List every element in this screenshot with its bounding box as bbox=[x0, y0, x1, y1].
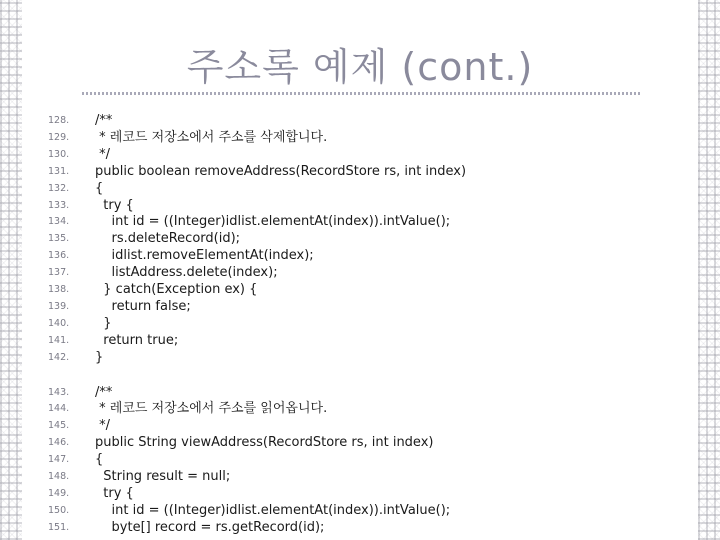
right-pattern-band bbox=[698, 0, 720, 540]
line-number: 147. bbox=[48, 454, 70, 466]
line-number: 143. bbox=[48, 386, 70, 398]
code-line: String result = null; bbox=[95, 469, 231, 484]
code-line: return false; bbox=[95, 298, 191, 314]
line-number: 140. bbox=[48, 317, 70, 329]
code-line: try { bbox=[95, 485, 134, 501]
code-line: * 레코드 저장소에서 주소를 삭제합니다. bbox=[95, 129, 328, 145]
line-number: 133. bbox=[48, 199, 70, 211]
code-line: * 레코드 저장소에서 주소를 읽어옵니다. bbox=[95, 401, 328, 417]
line-number: 137. bbox=[48, 267, 70, 279]
code-line: /** bbox=[95, 384, 113, 400]
code-line: } bbox=[95, 349, 104, 365]
code-line: rs.deleteRecord(id); bbox=[95, 231, 241, 247]
code-line: listAddress.delete(index); bbox=[95, 265, 278, 281]
left-pattern-band bbox=[0, 0, 22, 540]
line-number: 141. bbox=[48, 334, 70, 346]
code-line: { bbox=[95, 452, 104, 468]
code-line: public boolean removeAddress(RecordStore rs, int index) bbox=[95, 163, 467, 179]
line-number: 135. bbox=[48, 233, 70, 245]
line-number: 134. bbox=[48, 216, 70, 228]
line-number: 130. bbox=[48, 148, 70, 160]
code-line: /** bbox=[95, 113, 113, 128]
code-line: idlist.removeElementAt(index); bbox=[95, 248, 314, 264]
code-line: } bbox=[95, 315, 112, 331]
line-number: 138. bbox=[48, 284, 70, 295]
line-number: 150. bbox=[48, 504, 70, 516]
line-number: 132. bbox=[48, 182, 70, 194]
line-number: 144. bbox=[48, 403, 70, 415]
line-number: 128. bbox=[48, 115, 70, 126]
code-line: { bbox=[95, 180, 104, 196]
slide-title: 주소록 예제 (cont.) bbox=[186, 45, 534, 89]
line-number: 149. bbox=[48, 487, 70, 499]
line-number: 129. bbox=[48, 131, 70, 143]
code-line: */ bbox=[95, 418, 111, 434]
line-number: 148. bbox=[48, 471, 70, 482]
code-line: byte[] record = rs.getRecord(id); bbox=[95, 519, 325, 535]
code-listing bbox=[22, 0, 698, 540]
line-number: 151. bbox=[48, 521, 70, 533]
line-number: 136. bbox=[48, 250, 70, 262]
line-number: 142. bbox=[48, 351, 70, 363]
code-line: public String viewAddress(RecordStore rs, int index) bbox=[95, 435, 434, 451]
line-number: 146. bbox=[48, 437, 70, 449]
line-number: 139. bbox=[48, 300, 70, 312]
line-number: 145. bbox=[48, 420, 70, 432]
code-line: try { bbox=[95, 197, 134, 213]
code-line: int id = ((Integer)idlist.elementAt(index)).intValue(); bbox=[95, 502, 451, 518]
code-line: } catch(Exception ex) { bbox=[95, 282, 258, 297]
slide bbox=[22, 0, 698, 540]
code-line: */ bbox=[95, 146, 111, 162]
line-number: 131. bbox=[48, 165, 70, 177]
code-line: return true; bbox=[95, 332, 179, 348]
code-line: int id = ((Integer)idlist.elementAt(index)).intValue(); bbox=[95, 214, 451, 230]
